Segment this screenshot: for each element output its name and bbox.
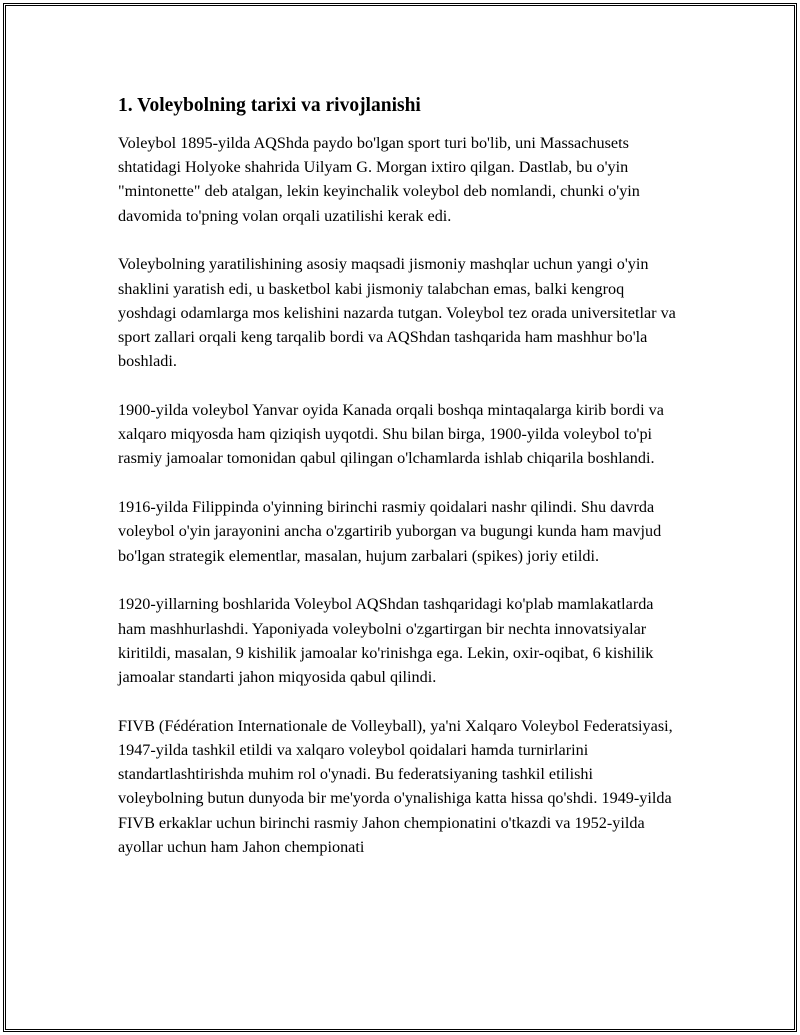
section-heading: 1. Voleybolning tarixi va rivojlanishi bbox=[118, 95, 421, 116]
paragraph-purpose: Voleybolning yaratilishining asosiy maqsadi jismoniy mashqlar uchun yangi o'yin shaklini yaratish edi, u basketbol kabi jismoniy talabchan emas, balki kengroq yoshdagi odamlarga mos kelishini nazarda tutgan. Voleybol tez orada universitetlar va sport zallari orqali keng tarqalib bordi va AQShdan tashqarida ham mashhur bo'la boshladi. bbox=[118, 255, 676, 371]
paragraph-origin: Voleybol 1895-yilda AQShda paydo bo'lgan sport turi bo'lib, uni Massachusets shtatidagi Holyoke shahrida Uilyam G. Morgan ixtiro qilgan. Dastlab, bu o'yin "mintonette" deb atalgan, lekin keyinchalik voleybol deb nomlandi, chunki o'yin davomida to'pning volan orqali uzatilishi kerak edi. bbox=[118, 134, 640, 225]
paragraph-1900: 1900-yilda voleybol Yanvar oyida Kanada orqali boshqa mintaqalarga kirib bordi va xalqaro miqyosda ham qiziqish uyqotdi. Shu bilan birga, 1900-yilda voleybol to'pi rasmiy jamoalar tomonidan qabul qilingan o'lchamlarda ishlab chiqarila boshlandi. bbox=[118, 401, 664, 468]
paragraph-1916: 1916-yilda Filippinda o'yinning birinchi rasmiy qoidalari nashr qilindi. Shu davrda voleybol o'yin jarayonini ancha o'zgartirib yuborgan va bugungi kunda ham mavjud bo'lgan strategik elementlar, masalan, hujum zarbalari (spikes) joriy etildi. bbox=[118, 498, 662, 565]
paragraph-1920s: 1920-yillarning boshlarida Voleybol AQShdan tashqaridagi ko'plab mamlakatlarda ham mashhurlashdi. Yaponiyada voleybolni o'zgartirgan bir nechta innovatsiyalar kiritildi, masalan, 9 kishilik jamoalar ko'rinishga ega. Lekin, oxir-oqibat, 6 kishilik jamoalar standarti jahon miqyosida qabul qilindi. bbox=[118, 595, 654, 687]
paragraph-fivb: FIVB (Fédération Internationale de Volleyball), ya'ni Xalqaro Voleybol Federatsiyasi, 1947-yilda tashkil etildi va xalqaro voleybol qoidalari hamda turnirlarini standartlashtirishda muhim rol o'ynadi. Bu federatsiyaning tashkil etilishi voleybolning butun dunyoda bir me'yorda o'ynalishiga katta hissa qo'shdi. 1949-yilda FIVB erkaklar uchun birinchi rasmiy Jahon chempionatini o'tkazdi va 1952-yilda ayollar uchun ham Jahon chempionati bbox=[118, 716, 673, 856]
document-body bbox=[118, 93, 678, 884]
